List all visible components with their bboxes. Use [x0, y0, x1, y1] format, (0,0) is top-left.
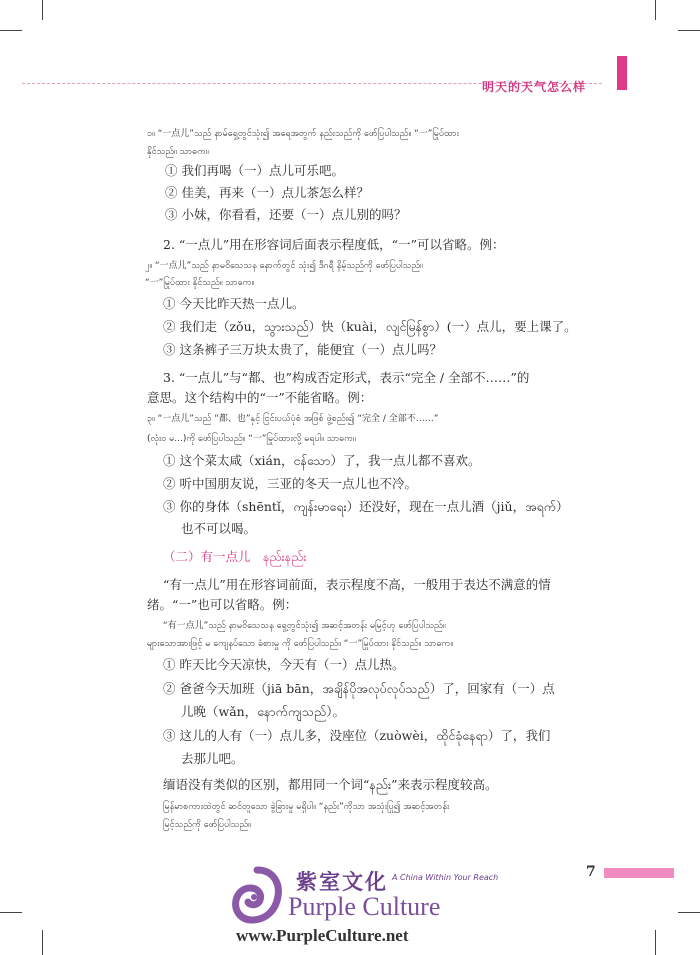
page-number: 7 [586, 864, 596, 880]
example-line: 也不可以喝。 [181, 521, 257, 536]
text-line: နိုင်သည်။ သာဓက။ [147, 147, 209, 157]
text-line: ၃။ “一点儿”သည် “都、也”နှင့် ငြင်းပယ်ပုံစံ အဖြစ် ဖွဲ့စည်း၍ “完全 / 全部不……” [147, 414, 439, 424]
crop-mark [678, 30, 700, 31]
example-line: ③ 小妹，你看看，还要（一）点儿别的吗？ [165, 207, 407, 222]
section-heading: （二）有一点儿 နည်းနည်း [163, 549, 307, 564]
example-line: 去那儿吧。 [181, 751, 244, 766]
text-line: “一”မြုပ်ထား နိုင်သည်။ သာဓက။ [145, 278, 255, 288]
example-line: ② 佳美，再来（一）点儿茶怎么样？ [165, 185, 369, 200]
brand-tagline: A China Within Your Reach [392, 873, 499, 882]
example-line: ① 今天比昨天热一点儿。 [163, 296, 305, 311]
text-line: 绪。“一”也可以省略。例： [147, 597, 298, 612]
crop-mark [678, 912, 700, 913]
crop-mark [0, 912, 22, 913]
example-line: ② 我们走（zǒu，သွားသည်）快（kuài，လျင်မြန်စွာ）(一）点儿，要上课了。 [163, 319, 577, 334]
text-line: ၂။ “一点儿”သည် နာမဝိသေသန နောက်တွင် သုံး၍ ဒီဂရီ နိမ့်သည်ကို ဖော်ပြပါသည်။ [145, 261, 423, 271]
crop-mark [42, 930, 43, 955]
brand-url[interactable]: www.PurpleCulture.net [236, 926, 409, 945]
brand-cn: 紫室文化 [296, 869, 388, 894]
text-line: 缅语没有类似的区别，都用同一个词“နည်း”来表示程度较高。 [163, 777, 498, 792]
text-line: “有一点儿”用在形容词前面，表示程度不高，一般用于表达不满意的情 [163, 577, 551, 592]
example-line: ③ 你的身体（shēntǐ，ကျန်းမာရေး）还没好，现在一点儿酒（jiǔ，အရက်） [163, 499, 569, 514]
example-line: ② 听中国朋友说，三亚的冬天一点儿也不冷。 [163, 476, 417, 491]
rule-heading: 意思。这个结构中的“一”不能省略。例： [147, 390, 373, 405]
brand-en: Purple Culture [288, 892, 441, 921]
example-line: 儿晚（wǎn，နောက်ကျသည်）。 [181, 704, 345, 719]
example-line: ① 这个菜太咸（xián，ငန်သော）了，我一点儿都不喜欢。 [163, 453, 481, 468]
example-line: ① 我们再喝（一）点儿可乐吧。 [165, 163, 344, 178]
text-line: များသောအားဖြင့် မ ကျေနပ်သော ခံစားမှု ကို ဖော်ပြပါသည်။ “一”မြုပ်ထား နိုင်သည်။ သာဓက။ [147, 639, 454, 649]
crop-mark [42, 0, 43, 20]
example-line: ① 昨天比今天凉快，今天有（一）点儿热。 [163, 657, 405, 672]
text-line: မြင့်သည်ကို ဖော်ပြပါသည်။ [163, 820, 251, 830]
example-line: ③ 这儿的人有（一）点儿多，没座位（zuòwèi，ထိုင်ခုံနေရာ）了，我们 [163, 728, 551, 743]
rule-heading: 2. “一点儿”用在形容词后面表示程度低，“一”可以省略。例： [163, 237, 505, 252]
crop-mark [655, 0, 656, 20]
crop-mark [0, 30, 22, 31]
rule-heading: 3. “一点儿”与“都、也”构成否定形式，表示“完全 / 全部不……”的 [163, 370, 530, 385]
text-line: “有一点儿”သည် နာမဝိသေသန ရှေ့တွင်သုံး၍ အဆင့်အတန်း မမြင့်ဟု ဖော်ပြပါသည်။ [163, 621, 446, 631]
purple-culture-logo-icon [232, 866, 282, 924]
chapter-title: 明天的天气怎么样 [482, 80, 587, 94]
text-line: (လုံးဝ မ...)ကို ဖော်ပြပါသည်။ “一”မြုပ်ထားလို့ မရပါ။ သာဓက။ [147, 434, 356, 444]
example-line: ③ 这条裤子三万块太贵了，能便宜（一）点儿吗？ [163, 342, 442, 357]
page-number-bar [604, 868, 674, 878]
crop-mark [655, 930, 656, 955]
header-accent-bar [617, 56, 627, 90]
text-line: မြန်မာစကားထဲတွင် ဆင်တူသော ခွဲခြားမှု မရှိပါ။ “နည်း”ကိုသာ အသုံးပြု၍ အဆင့်အတန်း [163, 802, 450, 812]
text-line: ၁။ “一点儿”သည် နာမ်ရှေ့တွင်သုံး၍ အရေအတွက် နည်းသည်ကို ဖော်ပြပါသည်။ “一”မြုပ်ထား [147, 129, 459, 139]
example-line: ② 爸爸今天加班（jiā bān，အချိန်ပိုအလုပ်လုပ်သည်）了，回家有（一）点 [163, 681, 555, 696]
